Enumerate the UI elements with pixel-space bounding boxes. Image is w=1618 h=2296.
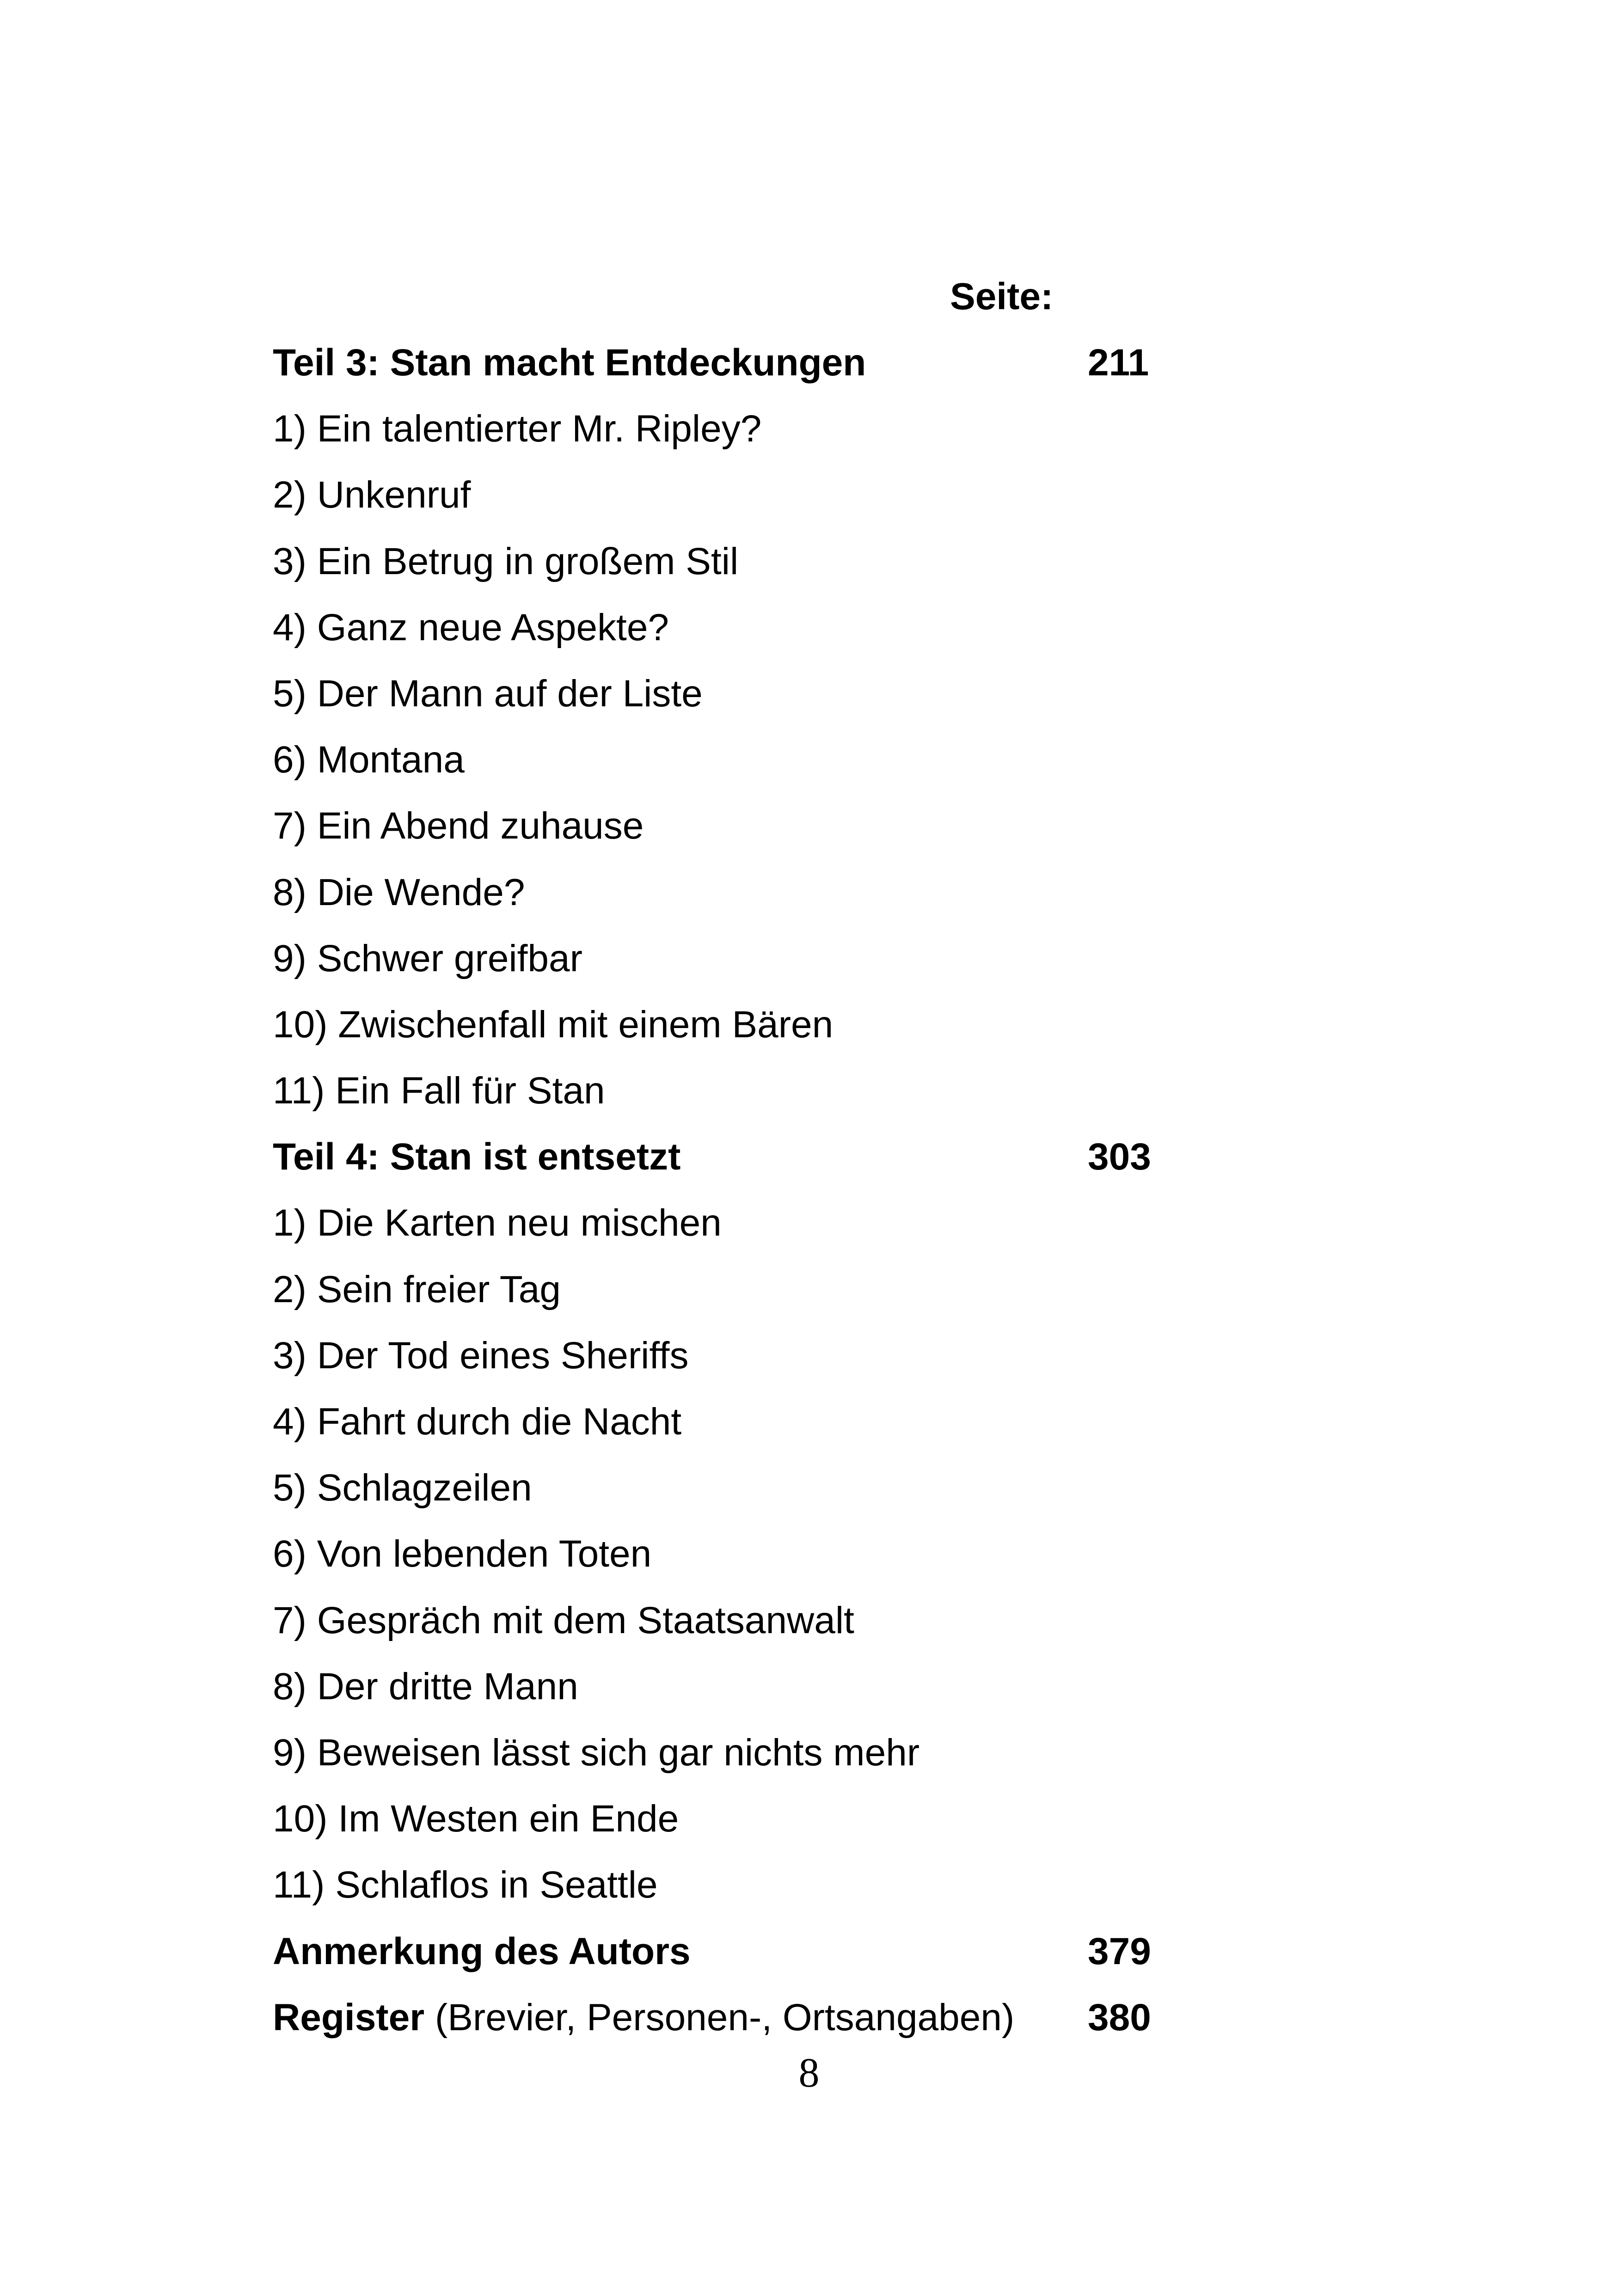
toc-part-heading xyxy=(273,340,1202,406)
chapter-title: 1) Ein talentierter Mr. Ripley? xyxy=(273,408,762,450)
toc-chapter xyxy=(273,539,1202,605)
part-title: Teil 4: Stan ist entsetzt xyxy=(273,1136,681,1178)
chapter-title: 3) Ein Betrug in großem Stil xyxy=(273,540,739,582)
register-title-bold: Register xyxy=(273,1996,425,2039)
toc-chapter xyxy=(273,869,1202,936)
chapter-title: 6) Von lebenden Toten xyxy=(273,1533,652,1575)
toc-chapter xyxy=(273,1862,1202,1928)
toc-chapter xyxy=(273,1730,1202,1796)
toc-chapter xyxy=(273,1796,1202,1862)
toc-chapter xyxy=(273,1664,1202,1730)
chapter-title: 11) Schlaflos in Seattle xyxy=(273,1864,658,1906)
author-note-page-number: 379 xyxy=(1088,1930,1151,1972)
chapter-title: 1) Die Karten neu mischen xyxy=(273,1202,722,1244)
toc-chapter xyxy=(273,1531,1202,1597)
chapter-title: 3) Der Tod eines Sheriffs xyxy=(273,1334,689,1377)
chapter-title: 8) Der dritte Mann xyxy=(273,1665,578,1708)
chapter-title: 4) Ganz neue Aspekte? xyxy=(273,606,669,649)
toc-chapter xyxy=(273,737,1202,803)
chapter-title: 6) Montana xyxy=(273,739,465,781)
toc-chapter xyxy=(273,472,1202,538)
toc-chapter xyxy=(273,1002,1202,1068)
chapter-title: 7) Gespräch mit dem Staatsanwalt xyxy=(273,1599,854,1641)
toc-chapter xyxy=(273,406,1202,472)
toc-chapter xyxy=(273,1399,1202,1465)
page-number: 8 xyxy=(798,2050,820,2096)
chapter-title: 11) Ein Fall für Stan xyxy=(273,1070,605,1112)
page-column-header: Seite: xyxy=(950,276,1054,318)
table-of-contents xyxy=(273,340,1202,2061)
author-note-title: Anmerkung des Autors xyxy=(273,1930,691,1972)
chapter-title: 5) Der Mann auf der Liste xyxy=(273,672,703,715)
toc-chapter xyxy=(273,1068,1202,1134)
part-page-number: 211 xyxy=(1088,342,1149,384)
chapter-title: 10) Im Westen ein Ende xyxy=(273,1798,679,1840)
chapter-title: 7) Ein Abend zuhause xyxy=(273,805,644,847)
part-page-number: 303 xyxy=(1088,1136,1151,1178)
chapter-title: 8) Die Wende? xyxy=(273,871,525,913)
chapter-title: 9) Schwer greifbar xyxy=(273,937,582,980)
toc-author-note xyxy=(273,1929,1202,1995)
toc-chapter xyxy=(273,803,1202,869)
chapter-title: 2) Sein freier Tag xyxy=(273,1268,561,1310)
toc-chapter xyxy=(273,1267,1202,1333)
chapter-title: 4) Fahrt durch die Nacht xyxy=(273,1401,682,1443)
chapter-title: 9) Beweisen lässt sich gar nichts mehr xyxy=(273,1731,920,1774)
toc-chapter xyxy=(273,1333,1202,1399)
toc-chapter xyxy=(273,1598,1202,1664)
chapter-title: 5) Schlagzeilen xyxy=(273,1467,532,1509)
toc-part-heading xyxy=(273,1134,1202,1200)
register-page-number: 380 xyxy=(1088,1996,1151,2039)
register-title-detail: (Brevier, Personen-, Ortsangaben) xyxy=(424,1996,1015,2039)
toc-chapter xyxy=(273,1465,1202,1531)
chapter-title: 10) Zwischenfall mit einem Bären xyxy=(273,1003,834,1046)
register-title xyxy=(273,1995,1014,2041)
toc-chapter xyxy=(273,671,1202,737)
chapter-title: 2) Unkenruf xyxy=(273,474,471,516)
toc-chapter xyxy=(273,605,1202,671)
toc-chapter xyxy=(273,936,1202,1002)
part-title: Teil 3: Stan macht Entdeckungen xyxy=(273,342,866,384)
toc-chapter xyxy=(273,1200,1202,1266)
